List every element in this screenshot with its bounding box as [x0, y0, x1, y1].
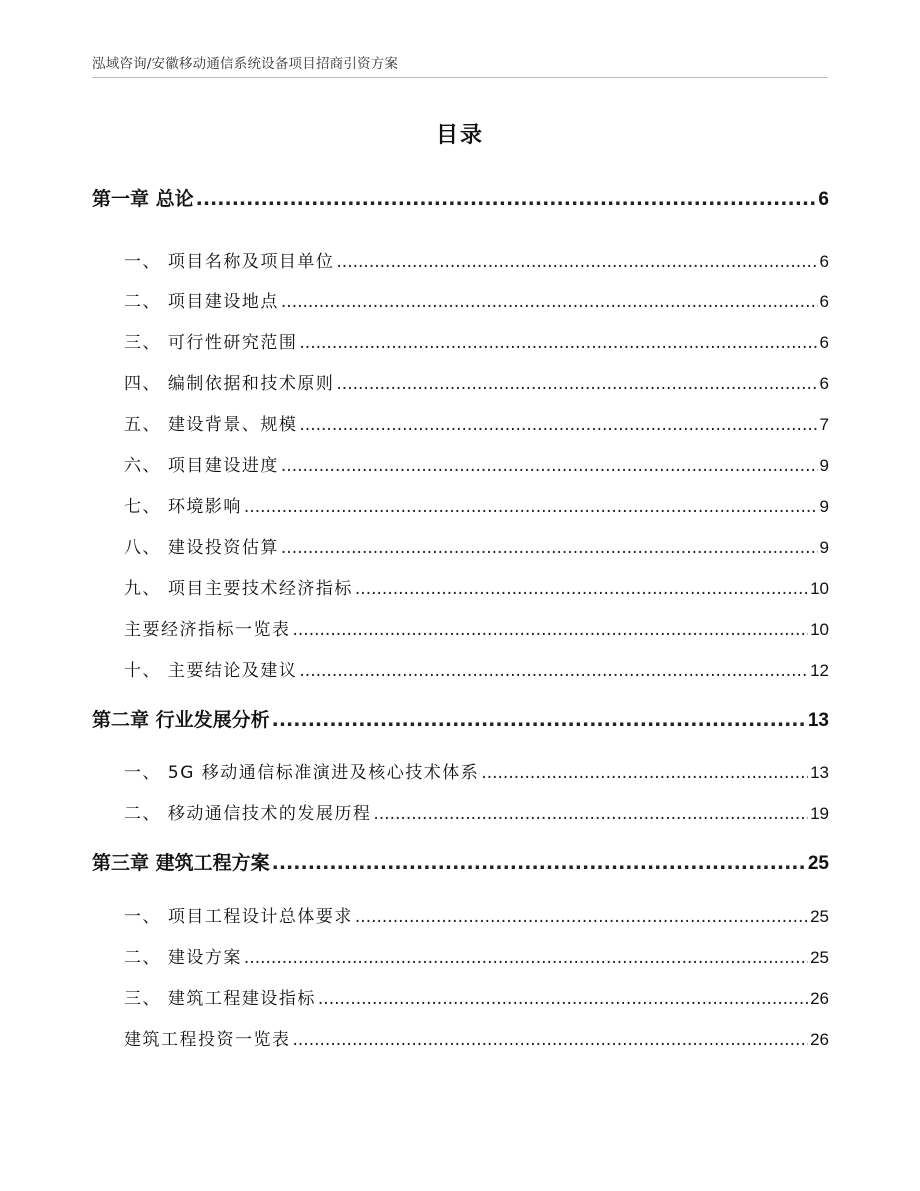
toc-page-number: 10: [810, 579, 829, 598]
toc-entry-text: 五、 建设背景、规模: [124, 415, 298, 435]
toc-entry-text: 建筑工程投资一览表: [124, 1030, 291, 1050]
dot-leader: [355, 907, 808, 927]
dot-leader: [481, 763, 808, 783]
dot-leader: [355, 579, 808, 599]
toc-entry-section[interactable]: [124, 451, 829, 476]
toc-entry-text: 第三章 建筑工程方案: [92, 852, 270, 874]
toc-entry-text: 第一章 总论: [92, 188, 194, 210]
toc-entry-text: 一、 5G 移动通信标准演进及核心技术体系: [124, 763, 480, 783]
toc-entry-section[interactable]: [124, 287, 829, 312]
toc-entry-text: 九、 项目主要技术经济指标: [124, 579, 353, 599]
toc-entry-text: 七、 环境影响: [124, 497, 242, 517]
toc-entry-chapter[interactable]: [92, 184, 829, 211]
toc-page-number: 9: [819, 456, 829, 475]
toc-entry-section[interactable]: [124, 247, 829, 272]
toc-entry-chapter[interactable]: [92, 848, 829, 875]
dot-leader: [336, 252, 817, 272]
toc-page-number: 13: [807, 710, 829, 731]
toc-page-number: 13: [810, 763, 829, 782]
toc-entry-section[interactable]: [124, 533, 829, 558]
toc-entry-text: 三、 可行性研究范围: [124, 333, 298, 353]
toc-entry-section[interactable]: [124, 574, 829, 599]
toc-page-number: 25: [807, 853, 829, 874]
toc-entry-text: 二、 移动通信技术的发展历程: [124, 804, 372, 824]
dot-leader: [373, 804, 808, 824]
toc-entry-section[interactable]: [124, 492, 829, 517]
toc-entry-text: 二、 项目建设地点: [124, 292, 279, 312]
toc-page-number: 6: [818, 189, 829, 210]
toc-page-number: 9: [819, 497, 829, 516]
toc-entry-section[interactable]: [124, 902, 829, 927]
toc-entry-section[interactable]: [124, 410, 829, 435]
dot-leader: [272, 709, 806, 731]
toc-entry-section[interactable]: [124, 369, 829, 394]
dot-leader: [281, 292, 818, 312]
toc-entry-section[interactable]: [124, 656, 829, 681]
toc-title: 目录: [435, 123, 484, 148]
dot-leader: [299, 415, 817, 435]
toc-entry-text: 八、 建设投资估算: [124, 538, 279, 558]
toc-page-number: 6: [819, 333, 829, 352]
toc-entry-text: 一、 项目工程设计总体要求: [124, 907, 353, 927]
toc-entry-text: 三、 建筑工程建设指标: [124, 989, 316, 1009]
toc-page-number: 6: [819, 252, 829, 271]
dot-leader: [244, 948, 808, 968]
toc-entry-section[interactable]: [124, 943, 829, 968]
toc-page-number: 6: [819, 374, 829, 393]
toc-entry-chapter[interactable]: [92, 705, 829, 732]
dot-leader: [336, 374, 817, 394]
dot-leader: [293, 620, 809, 640]
toc-page-number: 10: [810, 620, 829, 639]
dot-leader: [281, 456, 818, 476]
toc-entry-section[interactable]: [124, 328, 829, 353]
toc-page-number: 7: [819, 415, 829, 434]
toc-page-number: 25: [810, 907, 829, 926]
running-header: 泓域咨询/安徽移动通信系统设备项目招商引资方案: [92, 56, 399, 72]
toc-page-number: 25: [810, 948, 829, 967]
dot-leader: [318, 989, 808, 1009]
toc-entry-section[interactable]: [124, 984, 829, 1009]
toc-entry-text: 第二章 行业发展分析: [92, 709, 270, 731]
toc-entry-text: 一、 项目名称及项目单位: [124, 252, 335, 272]
toc-entry-section[interactable]: [124, 758, 829, 783]
toc-entry-text: 主要经济指标一览表: [124, 620, 291, 640]
toc-page-number: 12: [810, 661, 829, 680]
toc-entry-text: 四、 编制依据和技术原则: [124, 374, 335, 394]
dot-leader: [293, 1030, 809, 1050]
toc-entry-text: 十、 主要结论及建议: [124, 661, 298, 681]
toc-page-number: 6: [819, 292, 829, 311]
dot-leader: [299, 333, 817, 353]
dot-leader: [244, 497, 818, 517]
toc-entry-section[interactable]: [124, 1025, 829, 1050]
dot-leader: [272, 852, 806, 874]
dot-leader: [299, 661, 808, 681]
toc-entry-text: 二、 建设方案: [124, 948, 242, 968]
dot-leader: [196, 188, 817, 210]
toc-page-number: 26: [810, 1030, 829, 1049]
toc-page-number: 19: [810, 804, 829, 823]
dot-leader: [281, 538, 818, 558]
toc-page-number: 9: [819, 538, 829, 557]
toc-entry-section[interactable]: [124, 799, 829, 824]
toc-page-number: 26: [810, 989, 829, 1008]
toc-entry-text: 六、 项目建设进度: [124, 456, 279, 476]
toc-entry-section[interactable]: [124, 615, 829, 640]
